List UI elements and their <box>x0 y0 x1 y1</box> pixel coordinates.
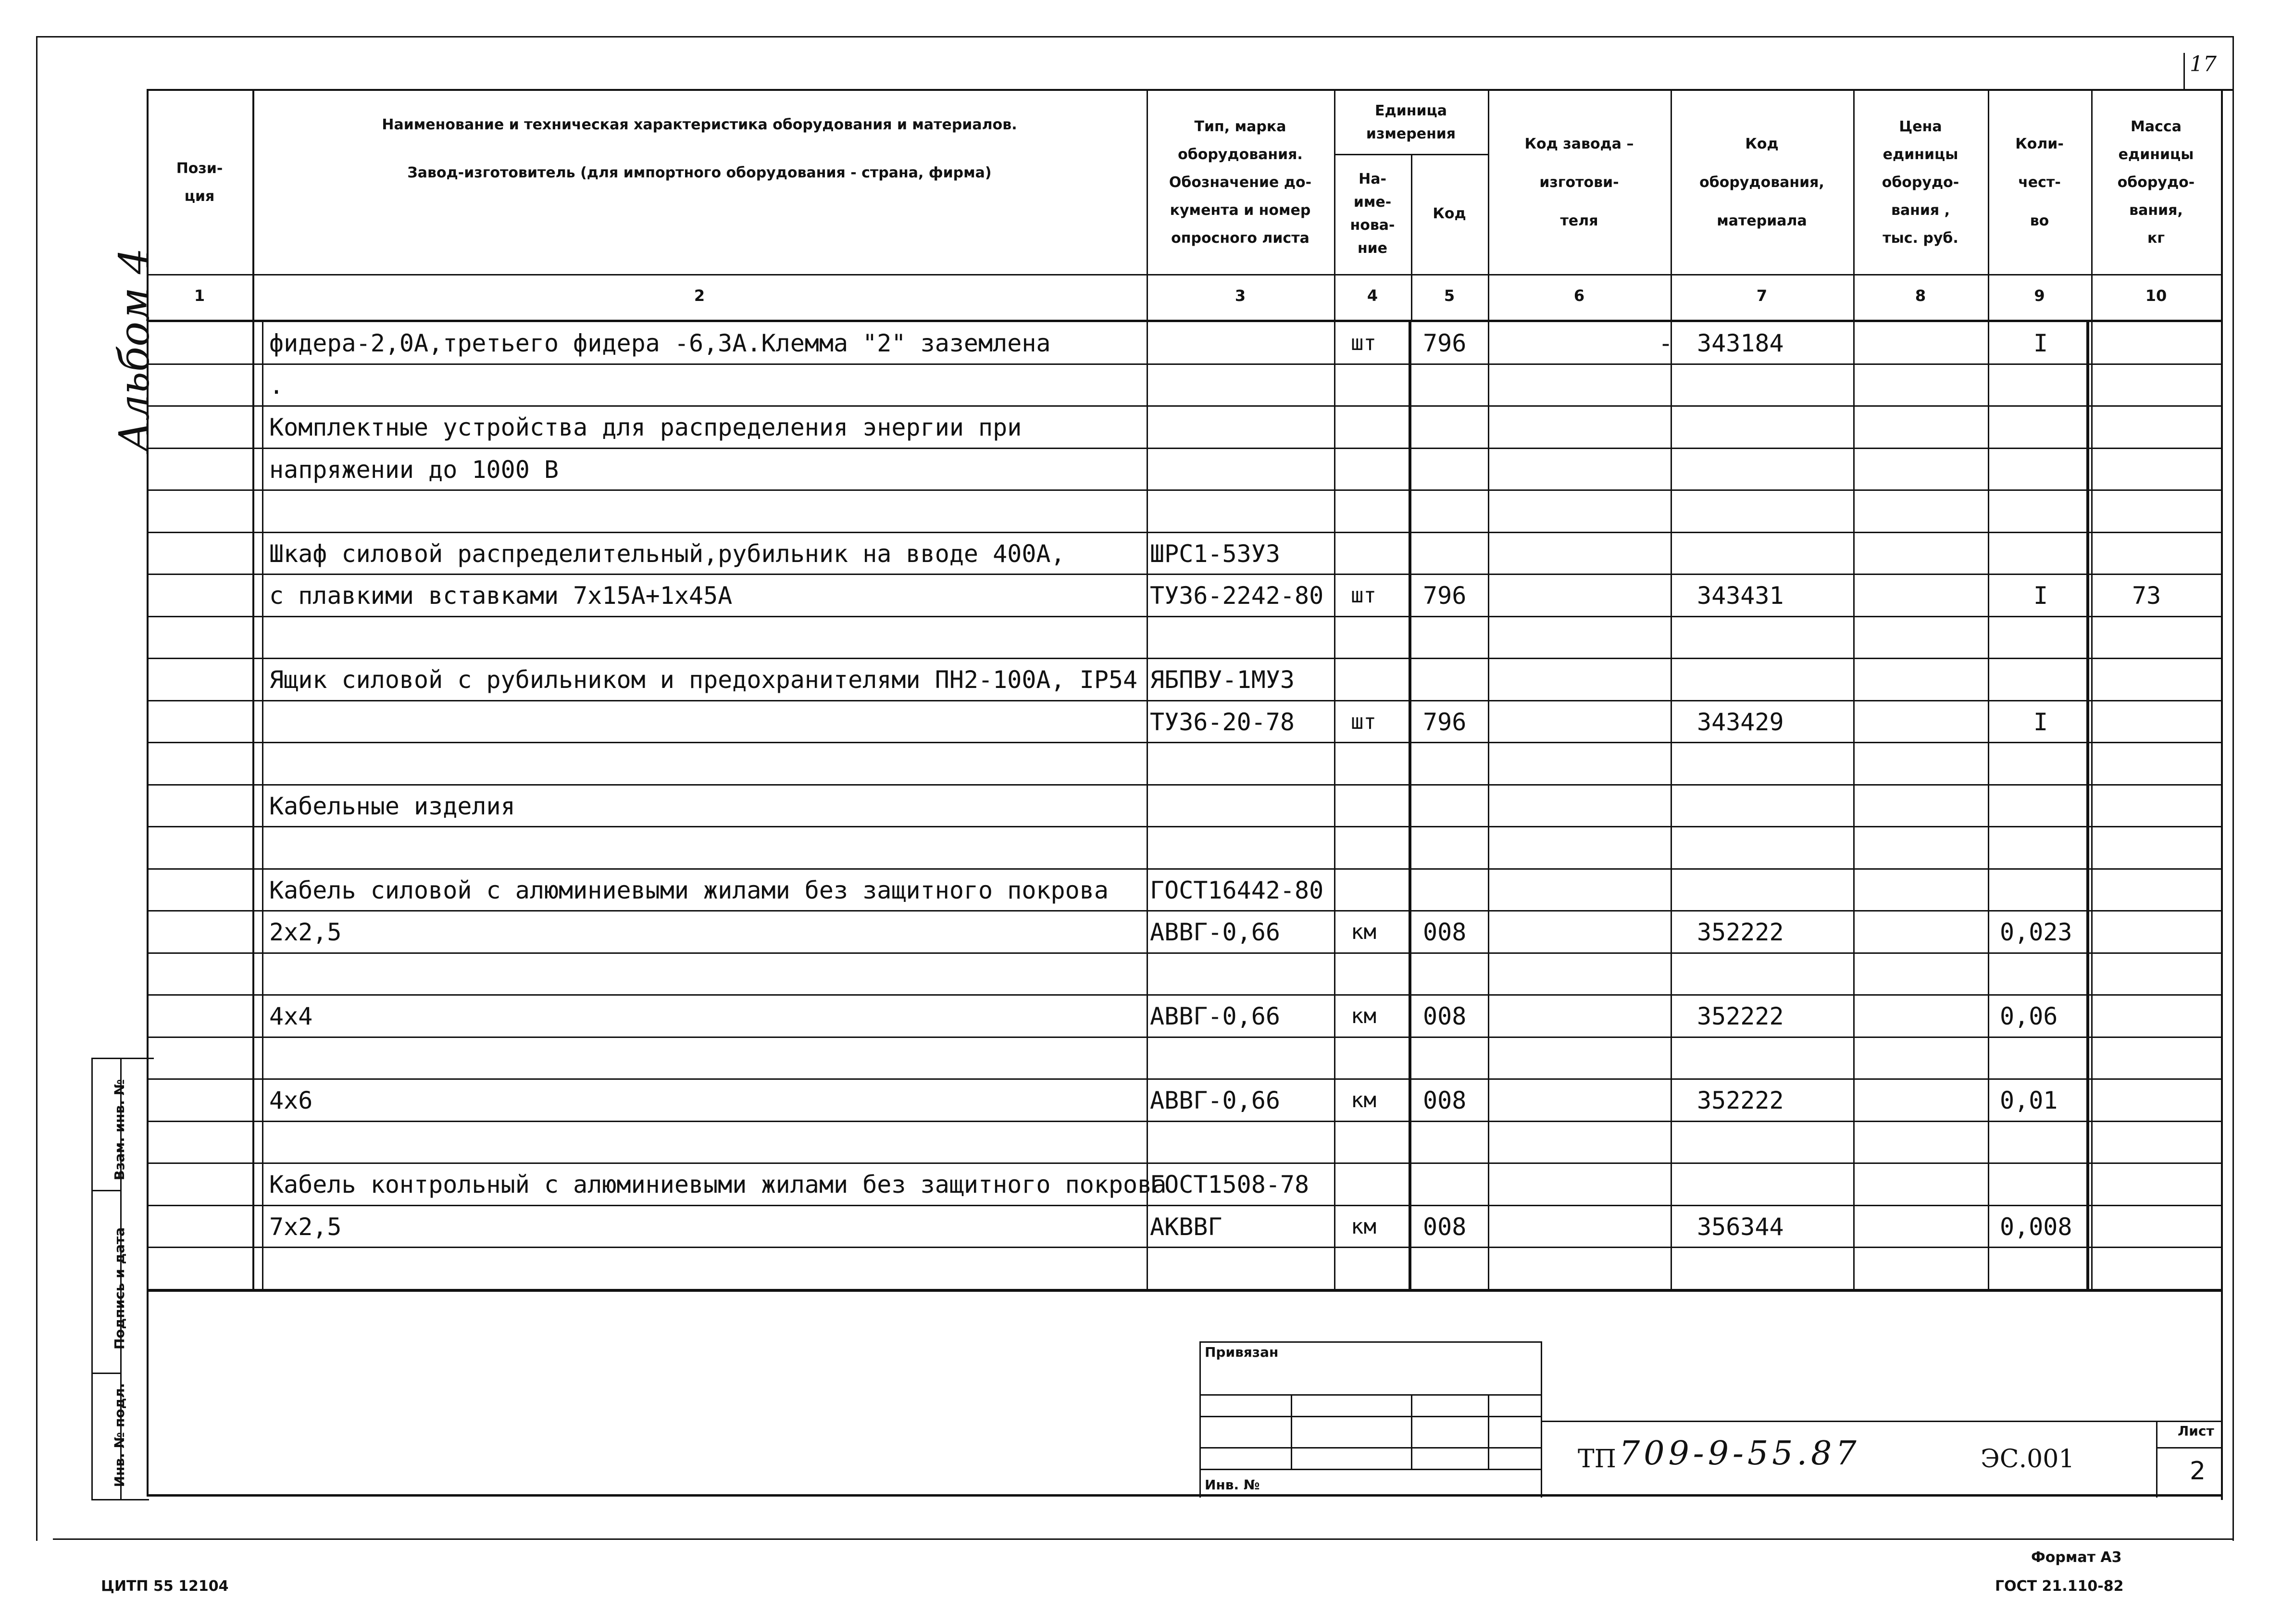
tb-top <box>1199 1341 1541 1343</box>
row-type: ТУ36-2242-80 <box>1150 582 1324 610</box>
doc-code-prefix: ТП <box>1578 1445 1617 1474</box>
row-line <box>147 489 2222 491</box>
header-line: Код <box>1745 136 1779 152</box>
album-label: Альбом 4 <box>111 248 159 452</box>
stamp-signature-date: Подпись и дата <box>112 1227 127 1350</box>
row-line <box>147 826 2222 827</box>
outer-frame-left <box>36 36 37 1541</box>
row-name: 4х6 <box>269 1087 313 1114</box>
header-line: оборудования, <box>1699 174 1824 191</box>
header-unit-name <box>1334 154 1411 274</box>
row-line <box>147 868 2222 870</box>
row-name: Кабель силовой с алюминиевыми жилами без защитного покрова <box>269 876 1109 904</box>
row-material-code: 352222 <box>1697 1002 1784 1030</box>
row-mass: 73 <box>2132 582 2161 610</box>
row-code: 008 <box>1423 1212 1467 1241</box>
row-material-code: 356344 <box>1697 1212 1784 1241</box>
column-number: 8 <box>1915 287 1926 305</box>
doc-mark: ЭС.001 <box>1981 1445 2075 1474</box>
header-position <box>147 91 252 274</box>
row-quantity: 0,008 <box>2000 1212 2072 1241</box>
header-line: нова- <box>1350 217 1395 234</box>
col-line-bold <box>2086 320 2089 1290</box>
row-line <box>147 1162 2222 1164</box>
column-number: 9 <box>2034 287 2045 305</box>
row-line <box>147 1078 2222 1080</box>
header-name <box>252 91 1147 207</box>
row-material-code: 352222 <box>1697 1087 1784 1114</box>
header-line: Пози- <box>176 160 223 177</box>
tb-row <box>1199 1469 1541 1470</box>
header-quantity <box>1988 91 2091 274</box>
column-number: 3 <box>1235 287 1246 305</box>
body-bottom <box>147 1290 2222 1292</box>
row-name: Кабельные изделия <box>269 792 515 820</box>
header-line: име- <box>1353 194 1392 211</box>
row-unit: км <box>1351 1088 1376 1112</box>
row-name: Ящик силовой с рубильником и предохранителями ПН2-100А, IP54 <box>269 666 1138 694</box>
row-line <box>147 994 2222 996</box>
column-number: 5 <box>1444 287 1455 305</box>
privyazan-label: Привязан <box>1205 1344 1279 1360</box>
tb-sheet-mid <box>2156 1447 2222 1449</box>
row-type: АВВГ-0,66 <box>1150 918 1280 946</box>
header-unit-code <box>1411 154 1488 274</box>
column-number: 6 <box>1573 287 1585 305</box>
row-name: фидера-2,0А,третьего фидера -6,3А.Клемма "2" заземлена <box>269 329 1051 357</box>
row-code: 796 <box>1423 329 1467 357</box>
stamp-bottom <box>91 1499 149 1500</box>
corner-note: 17 <box>2190 52 2217 76</box>
header-line: Завод-изготовитель (для импортного оборудования - страна, фирма) <box>407 164 992 181</box>
column-number: 1 <box>194 287 205 305</box>
colnum-bottom <box>147 320 2222 322</box>
header-line: вания, <box>2129 202 2183 219</box>
outer-frame-bottom <box>53 1538 2234 1540</box>
header-price <box>1853 91 1988 274</box>
row-code: 796 <box>1423 582 1467 610</box>
header-line: ция <box>184 188 215 205</box>
row-unit: км <box>1351 1004 1376 1028</box>
header-line: Тип, марка <box>1194 118 1286 135</box>
row-line <box>147 448 2222 449</box>
row-unit: км <box>1351 1214 1376 1239</box>
row-line <box>147 532 2222 533</box>
row-code: 008 <box>1423 1002 1467 1030</box>
header-factory <box>1488 91 1671 274</box>
row-name: напряжении до 1000 В <box>269 455 559 484</box>
stamp-top <box>91 1058 154 1059</box>
row-line <box>147 742 2222 743</box>
tb-col <box>1411 1394 1412 1469</box>
row-line <box>147 952 2222 954</box>
inv-no-label: Инв. № <box>1205 1477 1260 1493</box>
column-number: 4 <box>1367 287 1378 305</box>
header-line: кумента и номер <box>1170 202 1311 219</box>
header-line: Цена <box>1899 118 1942 135</box>
header-line: опросного листа <box>1171 230 1309 247</box>
row-material-code: 343184 <box>1697 329 1784 357</box>
header-line: кг <box>2147 230 2165 247</box>
header-line: оборудо- <box>1882 174 1959 191</box>
row-line <box>147 1037 2222 1038</box>
stamp-replace-inv: Взам. инв. № <box>112 1079 127 1181</box>
header-line: во <box>2030 212 2049 229</box>
header-line: оборудо- <box>2117 174 2195 191</box>
row-quantity: I <box>2033 582 2048 610</box>
col-line <box>252 89 254 1290</box>
header-bottom <box>147 274 2222 275</box>
sheet-label: Лист <box>2178 1423 2214 1439</box>
col-line <box>262 320 263 1290</box>
outer-frame-right <box>2232 36 2234 1541</box>
header-line: Коли- <box>2015 136 2064 152</box>
row-type: ГОСТ1508-78 <box>1150 1171 1309 1199</box>
row-name: с плавкими вставками 7х15А+1х45А <box>269 582 733 610</box>
header-line: материала <box>1717 212 1807 229</box>
tb-row <box>1199 1447 1541 1449</box>
col-line-bold <box>1409 320 1411 1290</box>
row-line <box>147 363 2222 365</box>
outer-frame-top <box>36 36 2234 37</box>
row-line <box>147 616 2222 617</box>
header-line: Единица <box>1375 102 1447 119</box>
row-line <box>147 658 2222 659</box>
corner-box-left <box>2183 53 2185 89</box>
row-unit: шт <box>1351 709 1376 734</box>
tb-right <box>1541 1341 1542 1498</box>
header-unit-group <box>1334 91 1488 154</box>
row-name: Шкаф силовой распределительный,рубильник на вводе 400А, <box>269 539 1065 568</box>
row-quantity: 0,06 <box>2000 1002 2058 1030</box>
row-type: АВВГ-0,66 <box>1150 1087 1280 1114</box>
header-line: Код завода – <box>1524 136 1634 152</box>
row-quantity: 0,01 <box>2000 1087 2058 1114</box>
stamp-left <box>91 1058 93 1500</box>
row-code: 796 <box>1423 708 1467 736</box>
sheet-number: 2 <box>2190 1457 2206 1486</box>
header-mass <box>2091 91 2221 274</box>
row-line <box>147 700 2222 701</box>
column-number: 2 <box>694 287 705 305</box>
header-material-code <box>1671 91 1853 274</box>
row-type: АКВВГ <box>1150 1212 1222 1241</box>
header-line: чест- <box>2018 174 2061 191</box>
header-line: Обозначение до- <box>1169 174 1312 191</box>
row-line <box>147 405 2222 407</box>
row-type: АВВГ-0,66 <box>1150 1002 1280 1030</box>
row-line <box>147 784 2222 786</box>
header-line: единицы <box>2118 146 2194 163</box>
row-code: 008 <box>1423 918 1467 946</box>
doc-code: 709-9-55.87 <box>1619 1435 1860 1473</box>
tb-main-top <box>1541 1421 2222 1422</box>
header-type <box>1147 91 1334 274</box>
header-line: оборудования. <box>1178 146 1303 163</box>
row-type: ШРС1-53У3 <box>1150 539 1280 568</box>
footer-format: Формат А3 <box>2031 1549 2122 1566</box>
row-material-code: 343429 <box>1697 708 1784 736</box>
row-factory-code: - <box>1659 329 1673 357</box>
row-quantity: I <box>2033 708 2048 736</box>
header-line: Масса <box>2131 118 2182 135</box>
header-line: ние <box>1357 240 1388 257</box>
row-type: ЯБПВУ-1МУ3 <box>1150 666 1295 694</box>
row-line <box>147 574 2222 575</box>
header-line: тыс. руб. <box>1883 230 1958 247</box>
row-unit: шт <box>1351 583 1376 608</box>
row-unit: км <box>1351 920 1376 944</box>
row-material-code: 352222 <box>1697 918 1784 946</box>
header-line: Наименование и техническая характеристика оборудования и материалов. <box>382 116 1017 133</box>
row-name: . <box>269 371 284 400</box>
header-line: измерения <box>1366 125 1456 142</box>
row-line <box>147 910 2222 912</box>
header-line: единицы <box>1883 146 1958 163</box>
row-name: 7х2,5 <box>269 1212 342 1241</box>
column-number: 7 <box>1756 287 1768 305</box>
footer-left-code: ЦИТП 55 12104 <box>101 1578 229 1595</box>
tb-col <box>1291 1394 1292 1469</box>
row-unit: шт <box>1351 331 1376 355</box>
header-line: вания , <box>1891 202 1950 219</box>
header-line: изготови- <box>1539 174 1619 191</box>
row-quantity: I <box>2033 329 2048 357</box>
header-line: На- <box>1359 171 1386 187</box>
row-name: Комплектные устройства для распределения энергии при <box>269 413 1022 441</box>
row-type: ТУ36-20-78 <box>1150 708 1295 736</box>
row-line <box>147 1121 2222 1122</box>
row-type: ГОСТ16442-80 <box>1150 876 1324 904</box>
table-top <box>147 89 2233 91</box>
tb-row <box>1199 1416 1541 1417</box>
tb-sheet-left <box>2156 1421 2157 1498</box>
column-number: 10 <box>2145 287 2167 305</box>
table-bottom <box>147 1494 2222 1497</box>
tb-col <box>1488 1394 1489 1469</box>
row-line <box>147 1247 2222 1248</box>
row-line <box>147 1205 2222 1206</box>
header-unit-code-label: Код <box>1433 205 1466 222</box>
row-code: 008 <box>1423 1087 1467 1114</box>
row-name: Кабель контрольный с алюминиевыми жилами без защитного покрова <box>269 1171 1167 1199</box>
row-name: 4х4 <box>269 1002 313 1030</box>
tb-left <box>1199 1341 1201 1498</box>
row-name: 2х2,5 <box>269 918 342 946</box>
footer-gost: ГОСТ 21.110-82 <box>1995 1578 2124 1595</box>
stamp-original-inv: Инв. № подл. <box>112 1383 127 1487</box>
tb-row <box>1199 1394 1541 1396</box>
row-quantity: 0,023 <box>2000 918 2072 946</box>
header-line: теля <box>1560 212 1598 229</box>
row-material-code: 343431 <box>1697 582 1784 610</box>
